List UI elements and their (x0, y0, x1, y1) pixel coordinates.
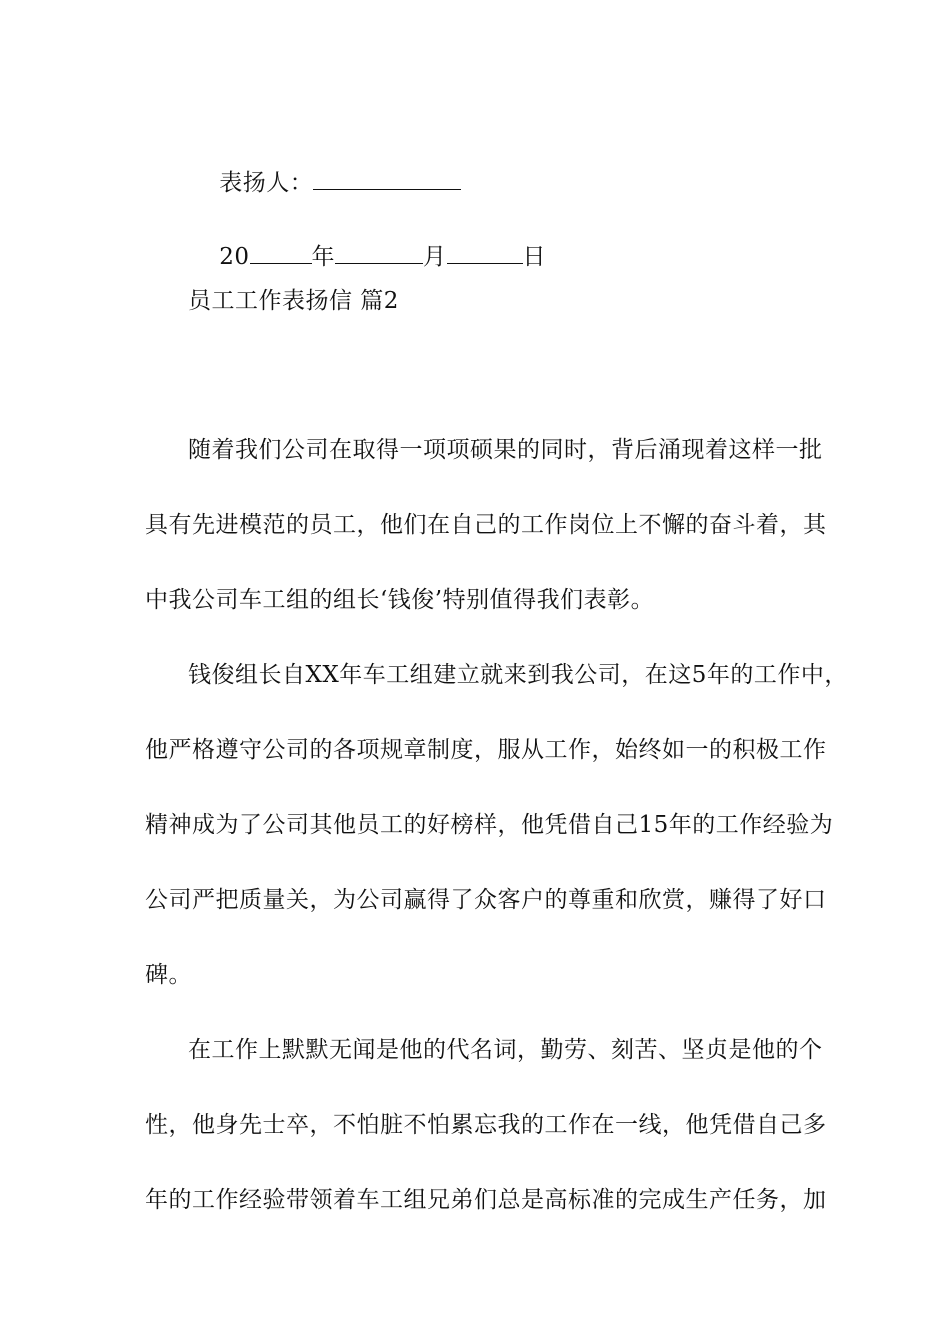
paragraph-line: 精神成为了公司其他员工的好榜样，他凭借自己15年的工作经验为 (145, 812, 834, 838)
date-year-label: 年 (311, 244, 336, 270)
date-month-blank (335, 245, 423, 264)
signature-blank (313, 171, 461, 190)
paragraph-line: 钱俊组长自XX年车工组建立就来到我公司，在这5年的工作中， (188, 662, 848, 688)
paragraph-line: 公司严把质量关，为公司赢得了众客户的尊重和欣赏，赚得了好口 (145, 887, 827, 913)
paragraph-line: 他严格遵守公司的各项规章制度，服从工作，始终如一的积极工作 (145, 737, 827, 763)
date-month-label: 月 (423, 244, 447, 270)
paragraph-line: 在工作上默默无闻是他的代名词，勤劳、刻苦、坚贞是他的个 (188, 1037, 823, 1063)
date-year-blank (250, 245, 312, 264)
date-day-blank (447, 245, 523, 264)
date-prefix: 20 (219, 244, 250, 270)
section-title: 员工工作表扬信 篇2 (188, 288, 399, 314)
paragraph-line: 年的工作经验带领着车工组兄弟们总是高标准的完成生产任务，加 (145, 1187, 827, 1213)
signature-label: 表扬人： (219, 170, 314, 196)
paragraph-line: 性，他身先士卒，不怕脏不怕累忘我的工作在一线，他凭借自己多 (145, 1112, 827, 1138)
paragraph-line: 具有先进模范的员工，他们在自己的工作岗位上不懈的奋斗着，其 (145, 512, 827, 538)
paragraph-line: 随着我们公司在取得一项项硕果的同时，背后涌现着这样一批 (188, 437, 823, 463)
date-day-label: 日 (522, 244, 547, 270)
paragraph-line: 中我公司车工组的组长‘钱俊’特别值得我们表彰。 (145, 587, 655, 613)
paragraph-line: 碑。 (145, 962, 192, 988)
